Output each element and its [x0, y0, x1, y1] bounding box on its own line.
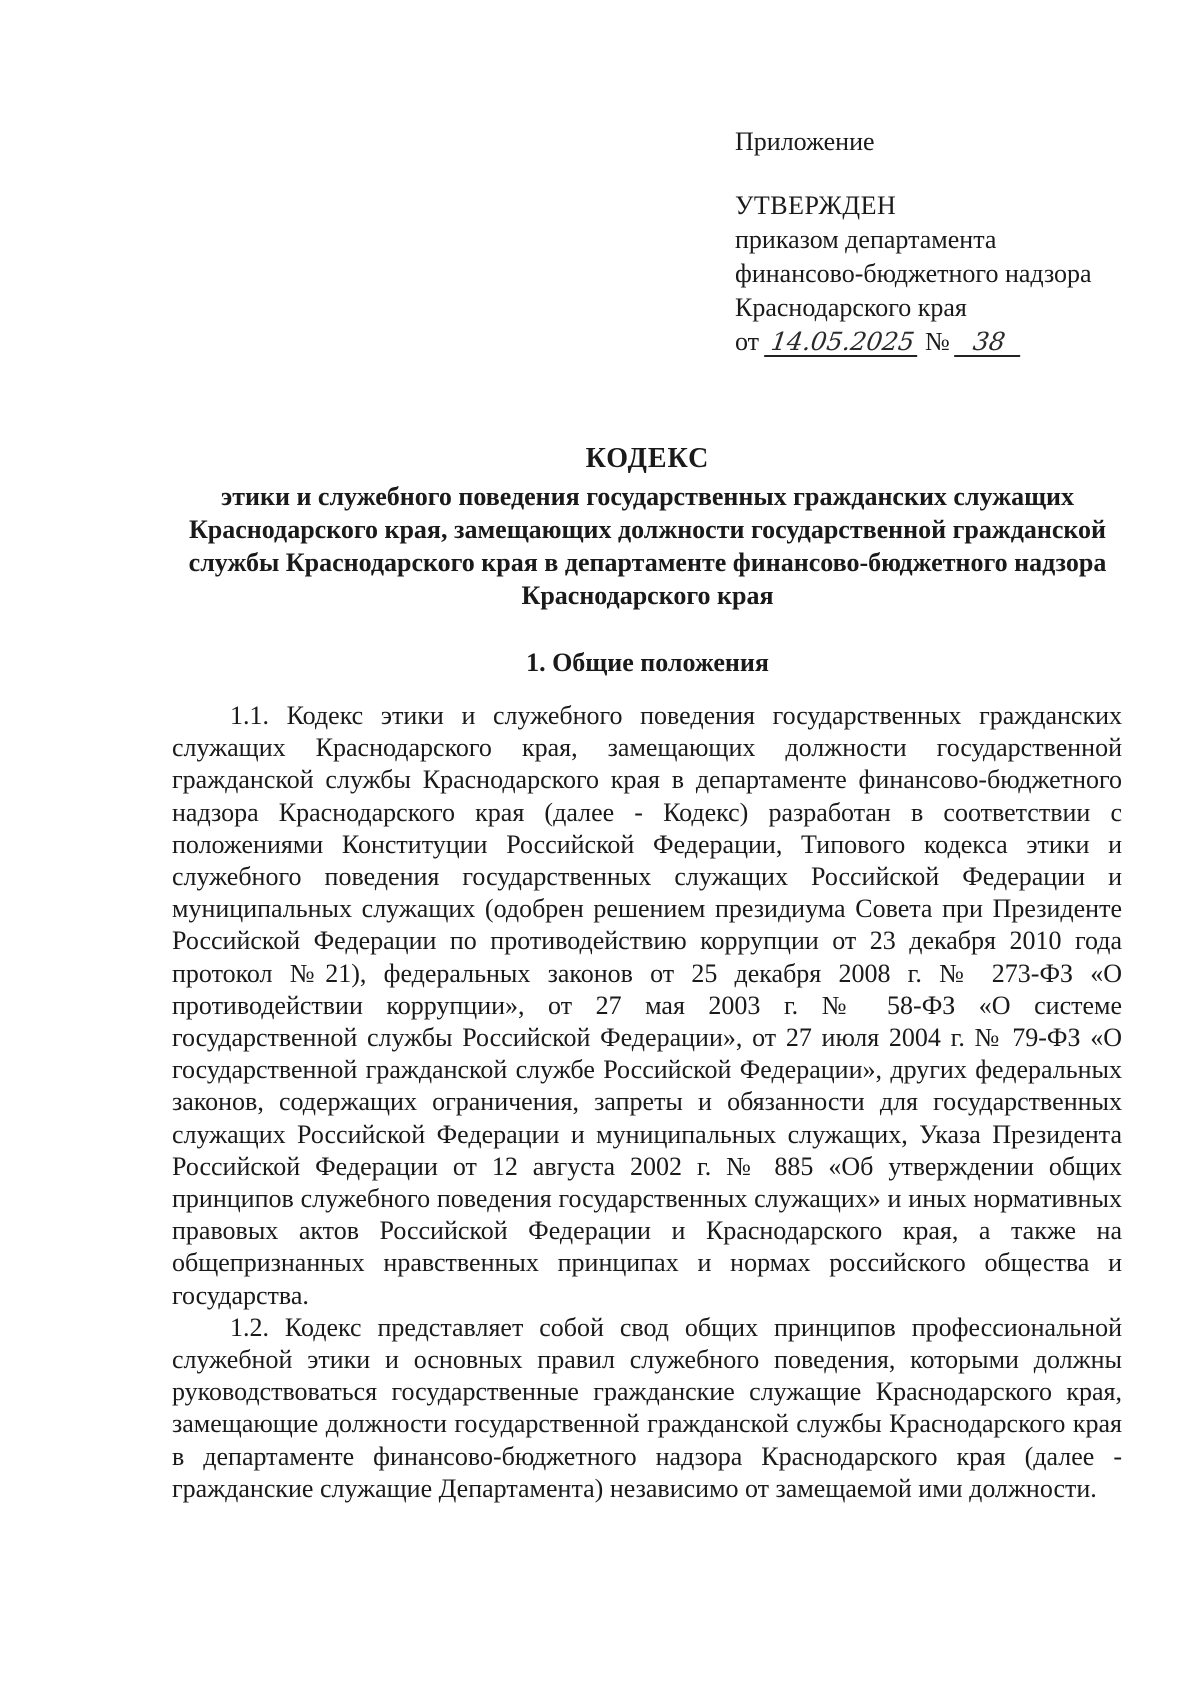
handwritten-date: 14.05.2025: [764, 329, 921, 357]
title-code-word: КОДЕКС: [585, 443, 710, 474]
handwritten-number: 38: [954, 329, 1024, 357]
approval-block: [735, 125, 1155, 359]
approval-line: Краснодарского края: [735, 293, 967, 322]
number-sign: №: [925, 327, 950, 356]
approved-label: УТВЕРЖДЕН: [735, 191, 897, 220]
approval-line: приказом департамента: [735, 225, 997, 254]
paragraph-1-1: 1.1. Кодекс этики и служебного поведения государственных гражданских служащих Краснодарского края, замещающих должности государственной гражданской службы Краснодарского края в департаменте финансово-бюджетного надзора Краснодарского края (далее - Кодекс) разработан в соответствии с положениями Конституции Российской Федерации, Типового кодекса этики и служебного поведения государственных служащих Российской Федерации и муниципальных служащих (одобрен решением президиума Совета при Президенте Российской Федерации по противодействию коррупции от 23 декабря 2010 года протокол №21), федеральных законов от 25 декабря 2008 г. № 273-ФЗ «О противодействии коррупции», от 27 мая 2003 г. № 58-ФЗ «О системе государственной службы Российской Федерации», от 27 июля 2004 г. № 79-ФЗ «О государственной гражданской службе Российской Федерации», других федеральных законов, содержащих ограничения, запреты и обязанности для государственных служащих Российской Федерации и муниципальных служащих, Указа Президента Российской Федерации от 12 августа 2002 г. № 885 «Об утверждении общих принципов служебного поведения государственных служащих» и иных нормативных правовых актов Российской Федерации и Краснодарского края, а также на общепризнанных нравственных принципах и нормах российского общества и государства.: [172, 701, 1122, 1310]
date-prefix: от: [735, 327, 760, 356]
approval-date-line: [735, 325, 1155, 359]
title-subtitle: этики и служебного поведения государственных гражданских служащих Краснодарского края, замещающих должности государственной гражданской службы Краснодарского края в департаменте финансово-бюджетного надзора Краснодарского края: [188, 482, 1107, 610]
section-heading: 1. Общие положения: [526, 648, 769, 677]
document-title: [170, 440, 1125, 612]
paragraph-1-2: 1.2. Кодекс представляет собой свод общих принципов профессиональной служебной этики и основных правил служебного поведения, которыми должны руководствоваться государственные гражданские служащие Краснодарского края, замещающие должности государственной гражданской службы Краснодарского края в департаменте финансово-бюджетного надзора Краснодарского края (далее - гражданские служащие Департамента) независимо от замещаемой ими должности.: [172, 1312, 1122, 1503]
body-text: [172, 700, 1122, 1505]
annex-label: Приложение: [735, 127, 875, 156]
approval-line: финансово-бюджетного надзора: [735, 259, 1092, 288]
